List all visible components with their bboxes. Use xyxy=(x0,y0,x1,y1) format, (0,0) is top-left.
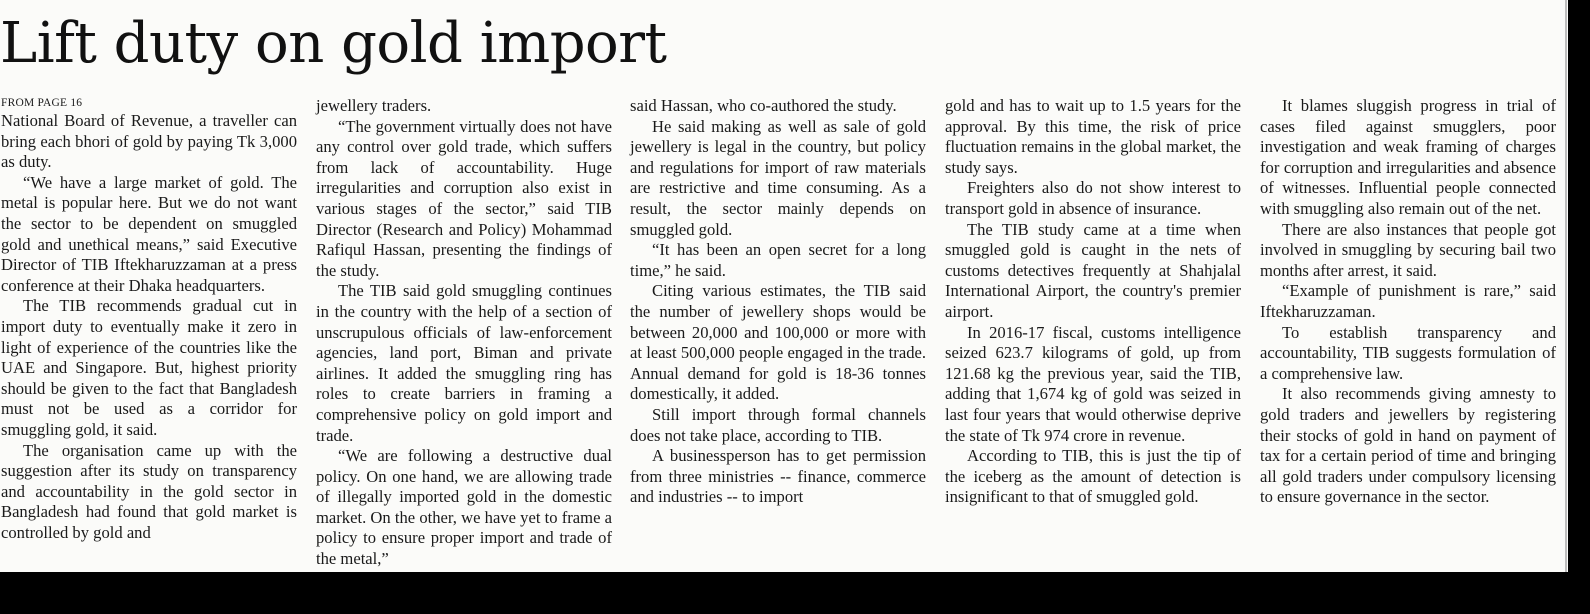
article-column-1 xyxy=(1,96,297,543)
article-column-2 xyxy=(316,96,612,570)
article-column-5 xyxy=(1260,96,1556,508)
paragraph: Still import through formal channels does not take place, according to TIB. xyxy=(630,404,926,445)
paragraph: “We have a large market of gold. The metal is popular here. But we do not want the sector to be dependent on smuggled gold and unethical means,” said Executive Director of TIB Iftekharuzzaman at a press conference at their Dhaka headquarters. xyxy=(1,172,297,295)
paragraph: gold and has to wait up to 1.5 years for the approval. By this time, the risk of price fluctuation remains in the global market, the study says. xyxy=(945,96,1241,177)
paragraph: According to TIB, this is just the tip of the iceberg as the amount of detection is insignificant to that of smuggled gold. xyxy=(945,446,1241,507)
paragraph: It blames sluggish progress in trial of cases filed against smugglers, poor investigation and weak framing of charges for corruption and irregularities and absence of witnesses. Influential people connected with smuggling also remain out of the net. xyxy=(1260,96,1556,218)
paragraph: The TIB study came at a time when smuggled gold is caught in the nets of customs detectives frequently at Shahjalal International Airport, the country's premier airport. xyxy=(945,219,1241,321)
paragraph: A businessperson has to get permission from three ministries -- finance, commerce and industries -- to import xyxy=(630,446,926,507)
article-column-3 xyxy=(630,96,926,508)
paragraph: To establish transparency and accountability, TIB suggests formulation of a comprehensive law. xyxy=(1260,322,1556,383)
paragraph: The TIB recommends gradual cut in import duty to eventually make it zero in light of experience of the countries like the UAE and Singapore. But, highest priority should be given to the fact that Bangladesh must not be used as a corridor for smuggling gold, it said. xyxy=(1,296,297,439)
paragraph: The organisation came up with the suggestion after its study on transparency and accountability in the gold sector in Bangladesh had found that gold market is controlled by gold and xyxy=(1,440,297,542)
paragraph: “Example of punishment is rare,” said Iftekharuzzaman. xyxy=(1260,281,1556,321)
paragraph: It also recommends giving amnesty to gold traders and jewellers by registering their stocks of gold in hand on payment of tax for a certain period of time and bringing all gold traders under compulsory licensing to ensure governance in the sector. xyxy=(1260,384,1556,507)
article-column-4 xyxy=(945,96,1241,508)
paragraph: Citing various estimates, the TIB said the number of jewellery shops would be between 20,000 and 100,000 or more with at least 500,000 people engaged in the trade. Annual demand for gold is 18-36 tonnes domestically, it added. xyxy=(630,281,926,404)
paragraph: “We are following a destructive dual policy. On one hand, we are allowing trade of illegally imported gold in the domestic market. On the other, we have yet to frame a policy to ensure proper import and trade of the metal,” xyxy=(316,446,612,569)
black-border xyxy=(0,572,1590,614)
paragraph: said Hassan, who co-authored the study. xyxy=(630,96,897,115)
page-edge-divider xyxy=(1565,0,1567,572)
paragraph: Freighters also do not show interest to transport gold in absence of insurance. xyxy=(945,178,1241,218)
continued-from-label: FROM PAGE 16 xyxy=(1,97,83,109)
headline: Lift duty on gold import xyxy=(0,11,667,76)
paragraph: There are also instances that people got involved in smuggling by securing bail two months after arrest, it said. xyxy=(1260,219,1556,280)
paragraph: “It has been an open secret for a long time,” he said. xyxy=(630,240,926,280)
paragraph: In 2016-17 fiscal, customs intelligence seized 623.7 kilograms of gold, up from 121.68 kg the previous year, said the TIB, adding that 1,674 kg of gold was seized in last four years that would otherwise deprive the state of Tk 974 crore in revenue. xyxy=(945,322,1241,445)
paragraph: jewellery traders. xyxy=(316,96,432,115)
paragraph: The TIB said gold smuggling continues in the country with the help of a section of unscrupulous officials of law-enforcement agencies, land port, Biman and private airlines. It added the smuggling ring has roles to create barriers in framing a comprehensive policy on gold import and trade. xyxy=(316,281,612,445)
paragraph: National Board of Revenue, a traveller can bring each bhori of gold by paying Tk 3,000 as duty. xyxy=(1,111,297,172)
paragraph: He said making as well as sale of gold jewellery is legal in the country, but policy and regulations for import of raw materials are restrictive and time consuming. As a result, the sector mainly depends on smuggled gold. xyxy=(630,116,926,239)
paragraph: “The government virtually does not have any control over gold trade, which suffers from lack of accountability. Huge irregularities and corruption also exist in various stages of the sector,” said TIB Director (Research and Policy) Mohammad Rafiqul Hassan, presenting the findings of the study. xyxy=(316,116,612,280)
